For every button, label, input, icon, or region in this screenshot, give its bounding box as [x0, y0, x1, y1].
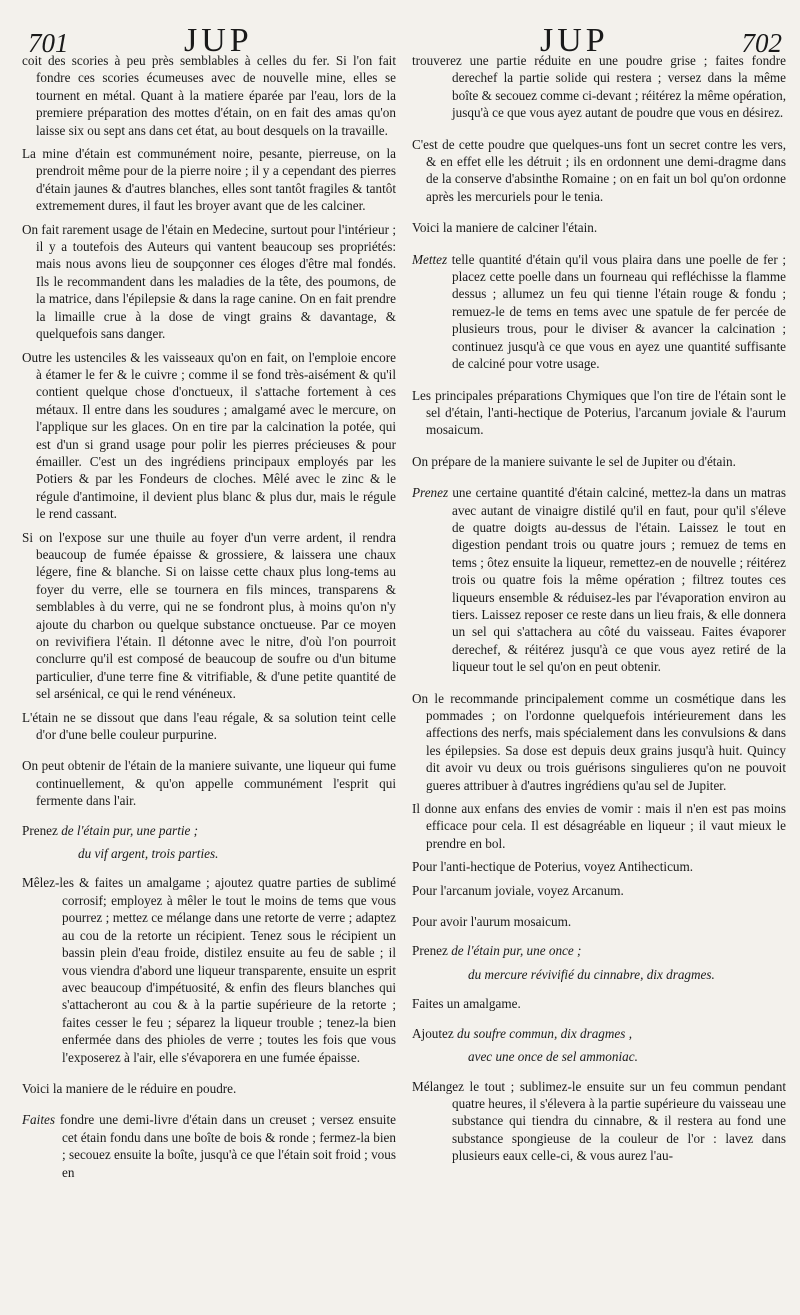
paragraph-lead: Prenez: [412, 485, 449, 501]
recipe-line: du vif argent, trois parties.: [78, 846, 219, 862]
page-number-left: 701: [28, 28, 69, 58]
left-column: [22, 52, 396, 1187]
headword-right: JUP: [540, 22, 609, 59]
recipe-lead: Ajoutez: [412, 1025, 454, 1041]
recipe-lead: Prenez: [22, 822, 58, 838]
running-header: [22, 8, 786, 59]
recipe-line: de l'étain pur, une once ;: [451, 943, 582, 959]
recipe-line: du mercure révivifié du cinnabre, dix dragmes.: [468, 966, 715, 982]
paragraph: [412, 484, 786, 675]
two-column-body: [22, 52, 786, 1187]
paragraph-body: fondre une demi-livre d'étain dans un creuset ; versez ensuite cet étain fondu dans une boîte de bois & ronde ; fermez-la bien ; secouez ensuite la boîte, jusqu'à ce que l'étain soit froid ; vous en: [54, 1112, 396, 1180]
paragraph: Outre les ustenciles & les vaisseaux qu'on en fait, on l'emploie encore à étamer le fer & le cuivre ; comme il se fond très-aisément & qu'il contient quelque chose d'onctueux, il s'attache fortement à ces métaux. Il entre dans les soudures ; amalgamé avec le mercure, on l'applique sur les glaces. On en tire par la calcination la potée, qui est d'un si grand usage pour polir les pierres précieuses & pour émailler. C'est un des ingrédiens principaux employés par les Potiers & par les Fondeurs de cloches. Mêlé avec le zinc & le régule d'antimoine, il devient plus blanc & plus dur, mais le régule le rend cassant.: [22, 349, 396, 522]
paragraph: L'étain ne se dissout que dans l'eau régale, & sa solution teint celle d'or d'une belle couleur purpurine.: [22, 709, 396, 743]
recipe-ingredients: [412, 942, 786, 983]
paragraph: Pour l'anti-hectique de Poterius, voyez Antihecticum.: [412, 859, 694, 875]
recipe-line: du soufre commun, dix dragmes ,: [457, 1025, 633, 1041]
paragraph: On prépare de la maniere suivante le sel de Jupiter ou d'étain.: [412, 453, 736, 469]
paragraph: Il donne aux enfans des envies de vomir : mais il n'en est pas moins efficace pour cela. Il est désagréable en liqueur ; il vaut mieux le prendre en bol.: [412, 801, 786, 851]
page-number-right: 702: [741, 28, 782, 58]
recipe-ingredients: [412, 1025, 786, 1066]
right-column: [412, 52, 786, 1187]
paragraph-body: telle quantité d'étain qu'il vous plaira dans une poelle de fer ; placez cette poelle dans un fourneau qui refléchisse la flamme dessus ; allumez un feu qui tienne l'étain rouge & fondu ; remuez-le de tems en tems avec une spatule de fer percée de plusieurs trous, pour le diviser & avancer la calcination ; continuez jusqu'à ce que vous en ayez une quantité suffisante de calciné pour votre usage.: [447, 251, 786, 372]
paragraph: On le recommande principalement comme un cosmétique dans les pommades ; on l'ordonne quelquefois intérieurement dans les affections des nerfs, mais spécialement dans les convulsions & dans les épilepsies. Sa dose est depuis deux grains jusqu'à huit. Quincy dit avoir vu deux ou trois guérisons singulieres qu'on ne pouvoit gueres attribuer à d'autres ingrédiens qu'au sel de Jupiter.: [412, 690, 786, 793]
paragraph: [412, 251, 786, 373]
headword-left: JUP: [184, 22, 253, 59]
paragraph: Si on l'expose sur une thuile au foyer d'un verre ardent, il rendra beaucoup de fumée épaisse & grossiere, & laissera une chaux légere, fine & blanche. Si on laisse cette chaux plus long-tems au foyer du verre, elle se tournera en fils minces, transparens & semblables à du verre, qui ne se fondront plus, à moins qu'on n'y ajoute du charbon ou quelque substance onctueuse. Par ce moyen on revivifiera l'étain. Il détonne avec le nitre, d'où l'on pourroit conclurre qu'il est composé de beaucoup de soufre ou d'un bitume particulier, d'une terre fine & vitrifiable, & d'une petite quantité de sel arsénical, ce qui le rend vénéneux.: [22, 529, 396, 702]
paragraph: Les principales préparations Chymiques que l'on tire de l'étain sont le sel d'étain, l'anti-hectique de Poterius, l'arcanum joviale & l'aurum mosaicum.: [412, 387, 786, 438]
recipe-lead: Prenez: [412, 943, 448, 959]
paragraph: Faites un amalgame.: [412, 996, 521, 1012]
paragraph: La mine d'étain est communément noire, pesante, pierreuse, on la prendroit même pour de la pierre noire ; il y a cependant des pierres d'étain jaunes & d'autres blanches, elles sont tantôt fragiles & tantôt extremement dures, il faut les broyer avant que de les calciner.: [22, 146, 396, 214]
paragraph: C'est de cette poudre que quelques-uns font un secret contre les vers, & en effet elle les détruit ; ils en ordonnent une demi-dragme dans de la conserve d'absinthe Romaine ; on en fait un bol qu'on ordonne après les mercuriels pour le tenia.: [412, 136, 786, 204]
paragraph: Pour avoir l'aurum mosaicum.: [412, 914, 572, 930]
paragraph: On fait rarement usage de l'étain en Medecine, surtout pour l'intérieur ; il y a toutefois des Auteurs qui vantent beaucoup ses propriétés: mais nous avons lieu de soupçonner ces éloges d'être mal fondés. Ils le recommandent dans les maladies de la tête, des poumons, de la matrice, dans l'épilepsie & dans la rage canine. On en fait prendre la limaille crue à la dose de vingt grains & davantage, & quelquefois sans danger.: [22, 221, 396, 342]
recipe-line: de l'étain pur, une partie ;: [61, 822, 199, 838]
paragraph: On peut obtenir de l'étain de la maniere suivante, une liqueur qui fume continuellement, & qu'on appelle communément l'esprit qui fermente dans l'air.: [22, 758, 396, 809]
paragraph: Voici la maniere de calciner l'étain.: [412, 220, 598, 236]
paragraph: [22, 1111, 396, 1181]
recipe-ingredients: [22, 822, 396, 863]
paragraph: Pour l'arcanum joviale, voyez Arcanum.: [412, 882, 624, 898]
paragraph: Voici la maniere de le réduire en poudre.: [22, 1080, 237, 1096]
paragraph: trouverez une partie réduite en une poudre grise ; faites fondre derechef la partie solide qui restera ; versez dans la même boîte & secouez comme ci-devant ; réitérez la même opération, jusqu'à ce que vous ayez autant de poudre que vous en désirez.: [412, 53, 786, 121]
recipe-line: avec une once de sel ammoniac.: [468, 1049, 638, 1065]
paragraph-body: une certaine quantité d'étain calciné, mettez-la dans un matras avec autant de vinaigre distilé qu'il en faut, pour qu'il s'éleve de quatre doigts au-dessus de l'étain. Laissez le tout en digestion pendant trois ou quatre jours ; remuez de tems en tems ; ôtez ensuite la liqueur, remettez-en de nouvelle ; réitérez trois ou quatre fois la même opération ; filtrez toutes ces liqueurs ensemble & réduisez-les par l'évaporation environ au tiers. Laissez reposer ce reste dans un lieu frais, & elle donnera un sel qui s'attachera au côté du vaisseau. Faites évaporer derechef, & réitérez jusqu'à ce que vous ayez retiré de la liqueur tout le sel qu'on en peut obtenir.: [448, 485, 786, 675]
paragraph-lead: Mettez: [412, 251, 448, 267]
paragraph-lead: Faites: [22, 1112, 55, 1128]
paragraph: coit des scories à peu près semblables à celles du fer. Si l'on fait fondre ces scories écumeuses avec de nouvelle mine, elles se tournent en métal. Quant à la matiere éparée par l'eau, lors de la premiere préparation des mottes d'étain, on en fait des amas qu'on laisse six ou sept ans dans cet état, au bout desquels on la travaille.: [22, 53, 396, 138]
paragraph: Mêlez-les & faites un amalgame ; ajoutez quatre parties de sublimé corrosif; employez à mêler le tout le moins de tems que vous pourrez ; mettez ce mélange dans une retorte de verre ; adaptez au cou de la retorte un récipient. Tenez sous le récipient un bassin plein d'eau froide, distilez ensuite au feu de sable ; il vous viendra d'abord une liqueur transparente, ensuite un esprit avec beaucoup d'impétuosité, & enfin des fleurs blanches qui s'attacheront au cou & à la partie supérieure de la retorte ; faites cesser le feu ; séparez la liqueur trouble ; tenez-la bien enfermée dans des phioles de verre ; toutes les fois que vous l'exposerez à l'air, elle s'évaporera en une fumée épaisse.: [22, 875, 396, 1065]
paragraph: Mélangez le tout ; sublimez-le ensuite sur un feu commun pendant quatre heures, il s'élevera à la partie supérieure du vaisseau une substance qui tiendra du cinnabre, & il restera au fond une substance spongieuse de la couleur de l'or : lavez dans plusieurs eaux celle-ci, & vous aurez l'au-: [412, 1078, 786, 1164]
